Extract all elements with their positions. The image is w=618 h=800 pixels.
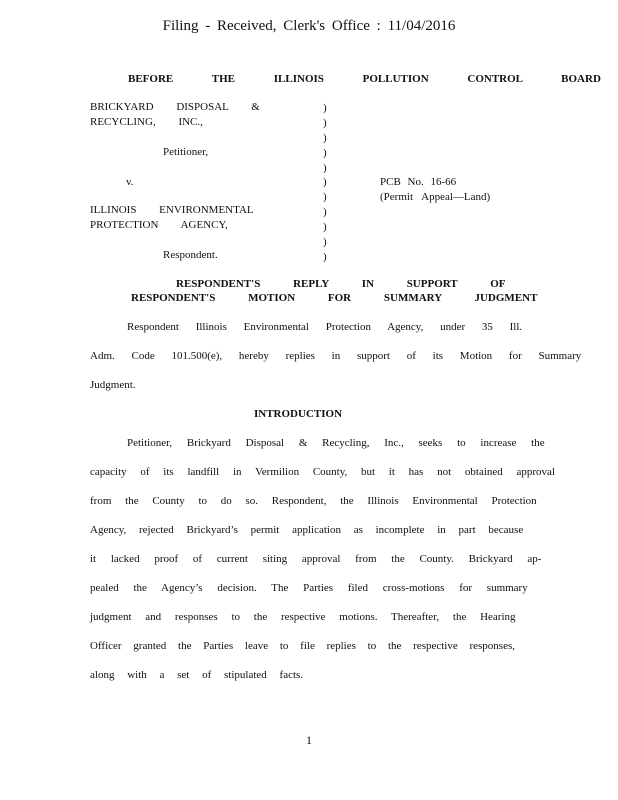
- caption-paren: ): [323, 250, 327, 263]
- caption-divider: [323, 101, 327, 265]
- paragraph-line: it lacked proof of current siting approval from the County. Brickyard ap-: [90, 553, 542, 565]
- caption-paren: ): [323, 146, 327, 159]
- respondent-name-line2: PROTECTION AGENCY,: [90, 219, 228, 231]
- respondent-label: Respondent.: [163, 249, 218, 261]
- versus: v.: [126, 176, 134, 188]
- petitioner-label: Petitioner,: [163, 146, 209, 158]
- caption-paren: ): [323, 191, 327, 204]
- caption-paren: ): [323, 206, 327, 219]
- paragraph-line: capacity of its landfill in Vermilion County, but it has not obtained approval: [90, 466, 555, 478]
- caption-paren: ): [323, 102, 327, 114]
- caption-paren: ): [323, 176, 327, 189]
- case-number: PCB No. 16-66: [380, 176, 457, 188]
- paragraph-line: Adm. Code 101.500(e), hereby replies in support of its Motion for Summary: [90, 350, 582, 362]
- section-heading: INTRODUCTION: [254, 408, 343, 420]
- paragraph-line: Respondent Illinois Environmental Protection Agency, under 35 Ill.: [127, 321, 523, 333]
- respondent-name-line1: ILLINOIS ENVIRONMENTAL: [90, 204, 254, 216]
- paragraph-line: Officer granted the Parties leave to file replies to the respective responses,: [90, 640, 516, 652]
- paragraph-line: Petitioner, Brickyard Disposal & Recycling, Inc., seeks to increase the: [127, 437, 545, 449]
- document-title-line1: RESPONDENT'S REPLY IN SUPPORT OF: [176, 278, 506, 290]
- paragraph-line: judgment and responses to the respective motions. Thereafter, the Hearing: [90, 611, 516, 623]
- petitioner-name-line1: BRICKYARD DISPOSAL &: [90, 101, 260, 113]
- petitioner-name-line2: RECYCLING, INC.,: [90, 116, 203, 128]
- caption-paren: ): [323, 161, 327, 174]
- paragraph-line: pealed the Agency’s decision. The Parties filed cross-motions for summary: [90, 582, 528, 594]
- filing-stamp: Filing - Received, Clerk's Office : 11/04/2016: [162, 18, 456, 34]
- caption-paren: ): [323, 236, 327, 249]
- board-title: BEFORE THE ILLINOIS POLLUTION CONTROL BOARD: [128, 73, 601, 85]
- case-type: (Permit Appeal—Land): [380, 191, 491, 203]
- document-title-line2: RESPONDENT'S MOTION FOR SUMMARY JUDGMENT: [131, 292, 538, 304]
- paragraph-line: Agency, rejected Brickyard’s permit application as incomplete in part because: [90, 524, 524, 536]
- caption-paren: ): [323, 221, 327, 234]
- paragraph-line: Judgment.: [90, 379, 136, 391]
- paragraph-line: along with a set of stipulated facts.: [90, 669, 304, 681]
- page-number: 1: [306, 733, 312, 747]
- caption-paren: ): [323, 131, 327, 144]
- paragraph-line: from the County to do so. Respondent, the Illinois Environmental Protection: [90, 495, 537, 507]
- caption-paren: ): [323, 116, 327, 129]
